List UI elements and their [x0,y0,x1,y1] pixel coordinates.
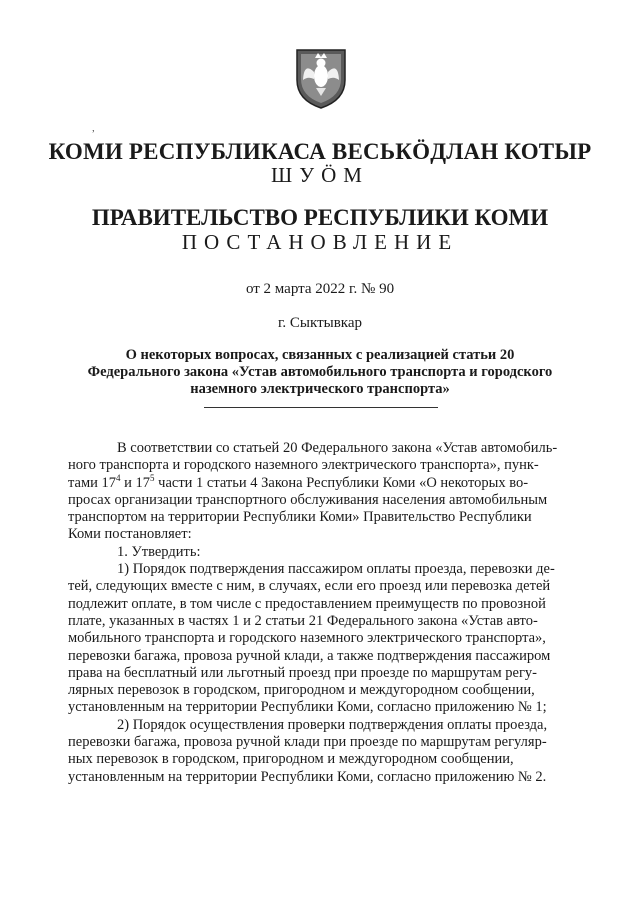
body-line: ного транспорта и городского наземного электрического транспорта», пунк- [68,457,539,474]
preamble-paragraph [68,440,580,544]
document-title [0,347,640,398]
title-divider [204,407,438,408]
body-line: просах организации транспортного обслуживания населения автомобильным [68,491,548,508]
document-type: ПОСТАНОВЛЕНИЕ [181,230,459,254]
body-line: установленным на территории Республики Коми, согласно приложению № 1; [68,699,547,716]
komi-government-name: КОМИ РЕСПУБЛИКАСА ВЕСЬКӦДЛАН КОТЫР [48,139,592,164]
document-city: г. Сыктывкар [277,315,363,331]
subitem-2-paragraph [68,717,580,786]
document-date-number: от 2 марта 2022 г. № 90 [245,281,395,297]
body-line: права на бесплатный или льготный проезд при проезде по маршрутам регу- [68,664,537,681]
body-line: транспортом на территории Республики Коми» Правительство Республики [68,509,532,526]
document-body [68,440,580,786]
body-line: ных перевозок в городском, пригородном и междугородном сообщении, [68,751,514,768]
body-line: В соответствии со статьей 20 Федерального закона «Устав автомобиль- [117,440,558,456]
body-text: части 1 статьи 4 Закона Республики Коми «О некоторых во- [154,474,529,491]
komi-document-type: ШУӦМ [271,163,369,187]
body-line: плате, указанных в частях 1 и 2 статьи 21 Федерального закона «Устав авто- [68,612,538,629]
subitem-1-paragraph [68,561,580,717]
body-line: перевозки багажа, провоза ручной клади, а также подтверждения пассажиром [68,647,551,664]
body-line: мобильного транспорта и городского наземного электрического транспорта», [68,630,546,647]
body-line: 1) Порядок подтверждения пассажиром оплаты проезда, перевозки де- [117,561,555,578]
body-text: тами 17 [68,474,117,491]
government-name: ПРАВИТЕЛЬСТВО РЕСПУБЛИКИ КОМИ [91,205,549,230]
title-line: О некоторых вопросах, связанных с реализацией статьи 20 [125,347,515,363]
body-line: 2) Порядок осуществления проверки подтверждения оплаты проезда, [117,716,548,733]
coat-of-arms-icon [294,44,348,110]
body-line: перевозки багажа, провоза ручной клади при проезде по маршрутам регуляр- [68,734,547,751]
title-line: наземного электрического транспорта» [190,381,450,397]
body-line: тей, следующих вместе с ним, в случаях, если его проезд или перевозка детей [68,578,551,595]
superscript: 5 [150,472,155,483]
item-1-paragraph: 1. Утвердить: [117,543,201,560]
body-line [68,472,580,492]
body-line: установленным на территории Республики Коми, согласно приложению № 2. [68,768,547,785]
superscript: 4 [116,472,121,483]
body-line: Коми постановляет: [68,526,192,543]
body-line: подлежит оплате, в том числе с предоставлением преимуществ по провозной [68,595,546,612]
body-text: и 17 [120,474,151,491]
body-line: лярных перевозок в городском, пригородном и междугородном сообщении, [68,682,535,699]
stray-mark: , [92,122,95,134]
title-line: Федерального закона «Устав автомобильного транспорта и городского [87,364,553,380]
